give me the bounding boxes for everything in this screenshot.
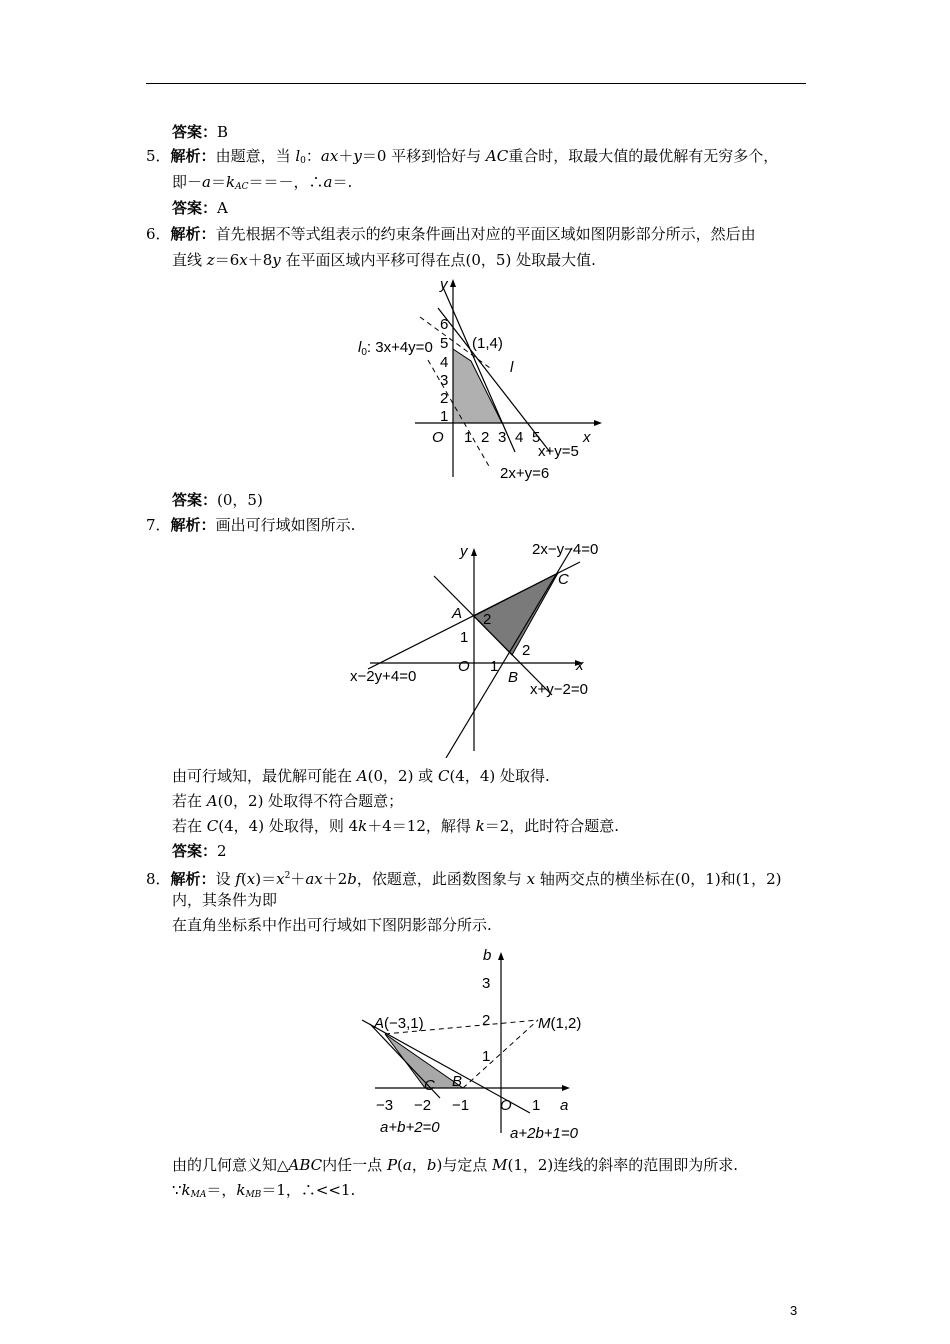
text: ＝0 平移到恰好与 bbox=[361, 147, 486, 165]
var: k bbox=[475, 817, 485, 835]
text: ＋2 bbox=[322, 870, 348, 888]
page-number: 3 bbox=[790, 1303, 798, 1318]
y-tick-3: 3 bbox=[440, 372, 449, 389]
x-tick-2: 2 bbox=[481, 429, 490, 446]
var: ax bbox=[320, 147, 339, 165]
answer-7 bbox=[172, 841, 227, 861]
figure-7 bbox=[340, 536, 620, 758]
subscript: AC bbox=[235, 182, 249, 192]
answer-value: B bbox=[217, 123, 229, 141]
var: ABC bbox=[288, 1156, 323, 1174]
x-tick-m1: −1 bbox=[452, 1097, 470, 1114]
q8-line3 bbox=[172, 915, 492, 935]
origin-label: O bbox=[458, 658, 470, 675]
var: k bbox=[181, 1181, 191, 1199]
q8-line2 bbox=[172, 890, 277, 910]
text: ＝ bbox=[210, 173, 226, 191]
subscript: 0 bbox=[300, 156, 306, 166]
a-label: a bbox=[560, 1097, 569, 1114]
origin-label: O bbox=[432, 429, 444, 446]
point-C-label: C bbox=[424, 1077, 435, 1094]
x-tick-4: 4 bbox=[515, 429, 524, 446]
q8-line5 bbox=[172, 1180, 355, 1205]
var: x bbox=[276, 870, 285, 888]
text: ＝＝－，∴ bbox=[248, 173, 324, 191]
question-number: 5． bbox=[146, 147, 171, 165]
var: k bbox=[358, 817, 368, 835]
answer-value: (0，5) bbox=[217, 491, 263, 509]
line-2x-y-4 bbox=[446, 548, 572, 758]
y-tick-4: 4 bbox=[440, 354, 449, 371]
x-tick-1: 1 bbox=[490, 658, 499, 675]
q5-line2 bbox=[172, 172, 352, 197]
answer-value: 2 bbox=[217, 842, 227, 860]
y-tick-3: 3 bbox=[482, 975, 491, 992]
y-tick-2: 2 bbox=[440, 390, 449, 407]
x-label: x bbox=[583, 429, 591, 446]
y-tick-2: 2 bbox=[483, 611, 492, 628]
q5-line1 bbox=[146, 146, 778, 171]
text: ， bbox=[411, 1156, 427, 1174]
var: y bbox=[353, 147, 362, 165]
var: a bbox=[202, 173, 211, 191]
q7-line2 bbox=[172, 766, 550, 786]
answer-label: 答案： bbox=[172, 123, 218, 141]
var: A bbox=[206, 792, 218, 810]
text: 在直角坐标系中作出可行域如下图阴影部分所示. bbox=[172, 916, 492, 934]
text: (4，4) 处取得，则 4 bbox=[218, 817, 359, 835]
l0-label: $l_0$: 3x+4y=0 bbox=[358, 339, 433, 358]
x-axis-arrow bbox=[594, 420, 602, 426]
text: ＋ bbox=[338, 147, 354, 165]
var: b bbox=[426, 1156, 437, 1174]
var: x bbox=[526, 870, 536, 888]
line-label-2x-plus-y-6: 2x+y=6 bbox=[500, 465, 550, 482]
line-label-x-plus-y-5: x+y=5 bbox=[538, 443, 579, 460]
origin-label: O bbox=[500, 1097, 512, 1114]
text: 重合时，取最大值的最优解有无穷多个， bbox=[508, 147, 779, 165]
var: C bbox=[206, 817, 219, 835]
analysis-label: 解析： bbox=[170, 516, 216, 534]
text: 由题意，当 bbox=[215, 147, 296, 165]
line-label-x-y-2: x+y−2=0 bbox=[530, 681, 588, 698]
y-tick-1: 1 bbox=[440, 408, 449, 425]
var: z bbox=[206, 251, 215, 269]
point-B-label: B bbox=[508, 669, 519, 686]
subscript: MB bbox=[245, 1190, 262, 1200]
question-number: 8． bbox=[146, 870, 171, 888]
y-axis-arrow bbox=[450, 279, 456, 287]
q6-line2 bbox=[172, 250, 596, 270]
var: M bbox=[492, 1156, 508, 1174]
feasible-region bbox=[453, 349, 502, 423]
q8-line4 bbox=[172, 1155, 738, 1175]
q6-line1 bbox=[146, 224, 756, 244]
analysis-label: 解析： bbox=[170, 147, 216, 165]
text: )与定点 bbox=[436, 1156, 493, 1174]
header-rule bbox=[146, 83, 806, 84]
text: ＝1，∴<<1. bbox=[261, 1181, 356, 1199]
figure-6 bbox=[340, 272, 610, 484]
y-tick-1: 1 bbox=[460, 629, 469, 646]
text: ＝， bbox=[206, 1181, 237, 1199]
var: P bbox=[386, 1156, 398, 1174]
text: (0，2) 或 bbox=[367, 767, 438, 785]
var: f bbox=[235, 870, 241, 888]
line-label-2x-y-4: 2x−y−4=0 bbox=[532, 541, 599, 558]
y-label: y bbox=[460, 543, 468, 560]
var: a bbox=[323, 173, 333, 191]
var: C bbox=[437, 767, 450, 785]
text: 内，其条件为即 bbox=[172, 891, 278, 909]
point-B-label: B bbox=[452, 1073, 463, 1090]
var: A bbox=[356, 767, 368, 785]
subscript: MA bbox=[190, 1190, 207, 1200]
text: ＝2，此时符合题意. bbox=[484, 817, 620, 835]
question-number: 6． bbox=[146, 225, 171, 243]
answer-6 bbox=[172, 490, 263, 510]
text: 首先根据不等式组表示的约束条件画出对应的平面区域如图阴影部分所示，然后由 bbox=[215, 225, 756, 243]
y-axis-arrow bbox=[498, 952, 504, 960]
superscript: 2 bbox=[284, 871, 291, 881]
text: 内任一点 bbox=[322, 1156, 387, 1174]
x-tick-m2: −2 bbox=[414, 1097, 432, 1114]
l-label: l bbox=[510, 359, 514, 376]
question-number: 7． bbox=[146, 516, 171, 534]
text: ，依题意，此函数图象与 bbox=[356, 870, 527, 888]
text: 设 bbox=[215, 870, 236, 888]
var: y bbox=[272, 251, 281, 269]
point-1-4-label: (1,4) bbox=[472, 335, 503, 352]
var: k bbox=[236, 1181, 246, 1199]
text: ( bbox=[240, 870, 247, 888]
q7-line1 bbox=[146, 515, 355, 535]
var: l bbox=[295, 147, 301, 165]
x-tick-5: 5 bbox=[532, 429, 541, 446]
text: 在平面区域内平移可得在点(0，5) 处取最大值. bbox=[280, 251, 596, 269]
text: ＝6 bbox=[214, 251, 240, 269]
y-tick-1: 1 bbox=[482, 1048, 491, 1065]
x-axis-arrow bbox=[562, 1085, 570, 1091]
point-A-label: A bbox=[452, 605, 463, 622]
x-label: x bbox=[576, 657, 584, 674]
var: k bbox=[225, 173, 236, 191]
line-label-a-b-2: a+b+2=0 bbox=[380, 1119, 440, 1136]
text: (4，4) 处取得. bbox=[449, 767, 550, 785]
x-tick-m3: −3 bbox=[376, 1097, 394, 1114]
answer-value: A bbox=[217, 199, 228, 217]
text: ＋8 bbox=[247, 251, 273, 269]
x-tick-1: 1 bbox=[532, 1097, 541, 1114]
answer-4 bbox=[172, 122, 228, 142]
q7-line3 bbox=[172, 791, 403, 811]
q7-line4 bbox=[172, 816, 619, 836]
answer-5 bbox=[172, 198, 228, 218]
line-label-a-2b-1: a+2b+1=0 bbox=[510, 1125, 578, 1142]
text: ＝. bbox=[332, 173, 353, 191]
text: ∵ bbox=[172, 1181, 182, 1199]
y-tick-2: 2 bbox=[482, 1012, 491, 1029]
point-A-label: A(−3,1) bbox=[374, 1015, 424, 1032]
x-tick-3: 3 bbox=[498, 429, 507, 446]
analysis-label: 解析： bbox=[170, 870, 216, 888]
y-label: y bbox=[440, 276, 448, 293]
x-tick-2: 2 bbox=[522, 642, 531, 659]
answer-label: 答案： bbox=[172, 491, 218, 509]
text: (1，2)连线的斜率的范围即为所求. bbox=[507, 1156, 739, 1174]
line-label-x-2y-4: x−2y+4=0 bbox=[350, 668, 417, 685]
var: ax bbox=[305, 870, 323, 888]
text: 画出可行域如图所示. bbox=[215, 516, 356, 534]
var: x bbox=[239, 251, 248, 269]
text: 轴两交点的横坐标在(0，1)和(1，2) bbox=[535, 870, 782, 888]
text: 由的几何意义知△ bbox=[172, 1156, 289, 1174]
y-tick-5: 5 bbox=[440, 335, 449, 352]
point-C-label: C bbox=[558, 571, 569, 588]
text: ＋4＝12，解得 bbox=[367, 817, 476, 835]
point-M-label: M(1,2) bbox=[538, 1015, 582, 1032]
text: 由可行域知，最优解可能在 bbox=[172, 767, 357, 785]
q8-line1 bbox=[146, 866, 781, 889]
analysis-label: 解析： bbox=[170, 225, 216, 243]
y-axis-arrow bbox=[471, 548, 477, 556]
text: ＋ bbox=[290, 870, 306, 888]
var: AC bbox=[485, 147, 509, 165]
text: 若在 bbox=[172, 792, 207, 810]
text: 即－ bbox=[172, 173, 203, 191]
text: )＝ bbox=[255, 870, 277, 888]
answer-label: 答案： bbox=[172, 199, 218, 217]
answer-label: 答案： bbox=[172, 842, 218, 860]
x-tick-1: 1 bbox=[464, 429, 473, 446]
figure-8 bbox=[340, 938, 630, 1150]
var: b bbox=[347, 870, 357, 888]
text: ： bbox=[305, 147, 321, 165]
text: ( bbox=[397, 1156, 403, 1174]
y-tick-6: 6 bbox=[440, 316, 449, 333]
text: (0，2) 处取得不符合题意； bbox=[217, 792, 404, 810]
var: x bbox=[246, 870, 256, 888]
var: a bbox=[402, 1156, 412, 1174]
text: 直线 bbox=[172, 251, 207, 269]
b-label: b bbox=[483, 947, 492, 964]
text: 若在 bbox=[172, 817, 207, 835]
